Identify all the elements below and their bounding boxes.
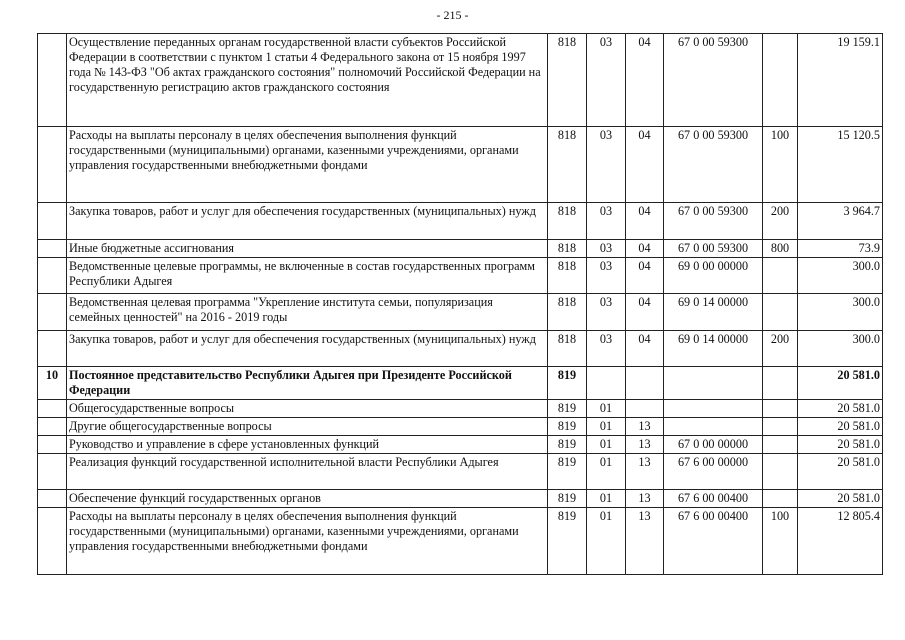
row-name: Общегосударственные вопросы [67,400,548,418]
row-subsection-code: 04 [626,294,664,331]
table-row [38,436,883,454]
table-body [38,34,883,575]
table-row [38,508,883,575]
row-number [38,203,67,240]
row-name: Ведомственная целевая программа "Укрепление института семьи, популяризация семейных ценностей" на 2016 - 2019 годы [67,294,548,331]
row-target-article [664,400,763,418]
row-amount: 19 159.1 [798,34,883,127]
row-subsection-code: 04 [626,127,664,203]
row-expense-type: 100 [763,508,798,575]
row-target-article [664,367,763,400]
row-target-article: 67 0 00 59300 [664,34,763,127]
row-section-code: 01 [587,418,626,436]
row-target-article: 67 6 00 00000 [664,454,763,490]
row-section-code: 01 [587,436,626,454]
row-expense-type [763,454,798,490]
row-section-code: 03 [587,127,626,203]
row-subsection-code: 13 [626,508,664,575]
row-amount: 20 581.0 [798,436,883,454]
row-subsection-code: 04 [626,34,664,127]
row-section-code: 03 [587,258,626,294]
row-expense-type: 800 [763,240,798,258]
row-expense-type: 200 [763,331,798,367]
row-subsection-code [626,367,664,400]
row-ved-code: 818 [548,258,587,294]
row-section-code: 03 [587,203,626,240]
row-amount: 73.9 [798,240,883,258]
row-name: Расходы на выплаты персоналу в целях обеспечения выполнения функций государственными (муниципальными) органами, казенными учреждениями, органами управления государственными внебюджетными фондами [67,127,548,203]
row-section-code: 03 [587,294,626,331]
row-section-code: 03 [587,331,626,367]
row-number [38,418,67,436]
row-amount: 12 805.4 [798,508,883,575]
row-subsection-code [626,400,664,418]
row-name: Руководство и управление в сфере установленных функций [67,436,548,454]
row-number [38,436,67,454]
row-expense-type [763,294,798,331]
row-subsection-code: 04 [626,203,664,240]
row-ved-code: 819 [548,508,587,575]
row-expense-type: 200 [763,203,798,240]
table-row [38,490,883,508]
row-ved-code: 818 [548,127,587,203]
row-ved-code: 818 [548,294,587,331]
row-target-article: 69 0 14 00000 [664,294,763,331]
row-number [38,508,67,575]
row-expense-type: 100 [763,127,798,203]
row-number [38,294,67,331]
row-amount: 20 581.0 [798,400,883,418]
row-ved-code: 818 [548,34,587,127]
row-name: Другие общегосударственные вопросы [67,418,548,436]
row-number [38,400,67,418]
row-amount: 20 581.0 [798,367,883,400]
row-section-code: 01 [587,454,626,490]
row-ved-code: 818 [548,203,587,240]
row-amount: 15 120.5 [798,127,883,203]
row-name: Осуществление переданных органам государственной власти субъектов Российской Федерации в соответствии с пунктом 1 статьи 4 Федерального закона от 15 ноября 1997 года № 143-ФЗ "Об актах гражданского состояния" полномочий Российской Федерации на государственную регистрацию актов гражданского состояния [67,34,548,127]
row-expense-type [763,490,798,508]
row-name: Закупка товаров, работ и услуг для обеспечения государственных (муниципальных) нужд [67,331,548,367]
table-row [38,240,883,258]
row-target-article: 67 6 00 00400 [664,508,763,575]
row-number [38,331,67,367]
row-name: Постоянное представительство Республики Адыгея при Президенте Российской Федерации [67,367,548,400]
row-expense-type [763,418,798,436]
row-amount: 3 964.7 [798,203,883,240]
table-row [38,127,883,203]
row-section-code: 01 [587,490,626,508]
row-expense-type [763,258,798,294]
row-expense-type [763,436,798,454]
row-section-code: 03 [587,34,626,127]
row-amount: 300.0 [798,331,883,367]
row-ved-code: 818 [548,240,587,258]
row-number [38,454,67,490]
row-ved-code: 819 [548,436,587,454]
row-target-article: 67 0 00 00000 [664,436,763,454]
page-number: - 215 - [436,8,469,22]
row-subsection-code: 13 [626,436,664,454]
table-row [38,203,883,240]
row-target-article: 69 0 00 00000 [664,258,763,294]
row-subsection-code: 13 [626,418,664,436]
row-number [38,240,67,258]
row-name: Обеспечение функций государственных органов [67,490,548,508]
row-amount: 20 581.0 [798,418,883,436]
row-amount: 300.0 [798,294,883,331]
table-row [38,367,883,400]
table-row [38,258,883,294]
row-name: Расходы на выплаты персоналу в целях обеспечения выполнения функций государственными (муниципальными) органами, казенными учреждениями, органами управления государственными внебюджетными фондами [67,508,548,575]
row-section-code: 01 [587,508,626,575]
table-row [38,294,883,331]
row-name: Иные бюджетные ассигнования [67,240,548,258]
budget-table [37,33,883,575]
row-section-code [587,367,626,400]
row-target-article: 67 0 00 59300 [664,240,763,258]
row-subsection-code: 13 [626,454,664,490]
table-row [38,34,883,127]
row-name: Реализация функций государственной исполнительной власти Республики Адыгея [67,454,548,490]
row-ved-code: 819 [548,400,587,418]
row-name: Закупка товаров, работ и услуг для обеспечения государственных (муниципальных) нужд [67,203,548,240]
table-row [38,400,883,418]
row-amount: 20 581.0 [798,490,883,508]
row-subsection-code: 04 [626,240,664,258]
row-ved-code: 818 [548,331,587,367]
row-section-code: 01 [587,400,626,418]
row-number [38,34,67,127]
row-expense-type [763,400,798,418]
table-row [38,454,883,490]
row-subsection-code: 04 [626,258,664,294]
row-subsection-code: 04 [626,331,664,367]
row-amount: 20 581.0 [798,454,883,490]
row-amount: 300.0 [798,258,883,294]
row-ved-code: 819 [548,367,587,400]
row-target-article: 67 0 00 59300 [664,127,763,203]
row-ved-code: 819 [548,490,587,508]
row-ved-code: 819 [548,418,587,436]
row-section-code: 03 [587,240,626,258]
row-subsection-code: 13 [626,490,664,508]
row-number [38,490,67,508]
row-expense-type [763,34,798,127]
row-target-article [664,418,763,436]
row-number: 10 [38,367,67,400]
row-ved-code: 819 [548,454,587,490]
row-number [38,127,67,203]
table-row [38,418,883,436]
row-target-article: 69 0 14 00000 [664,331,763,367]
table-row [38,331,883,367]
row-target-article: 67 6 00 00400 [664,490,763,508]
row-number [38,258,67,294]
row-expense-type [763,367,798,400]
row-name: Ведомственные целевые программы, не включенные в состав государственных программ Республики Адыгея [67,258,548,294]
row-target-article: 67 0 00 59300 [664,203,763,240]
